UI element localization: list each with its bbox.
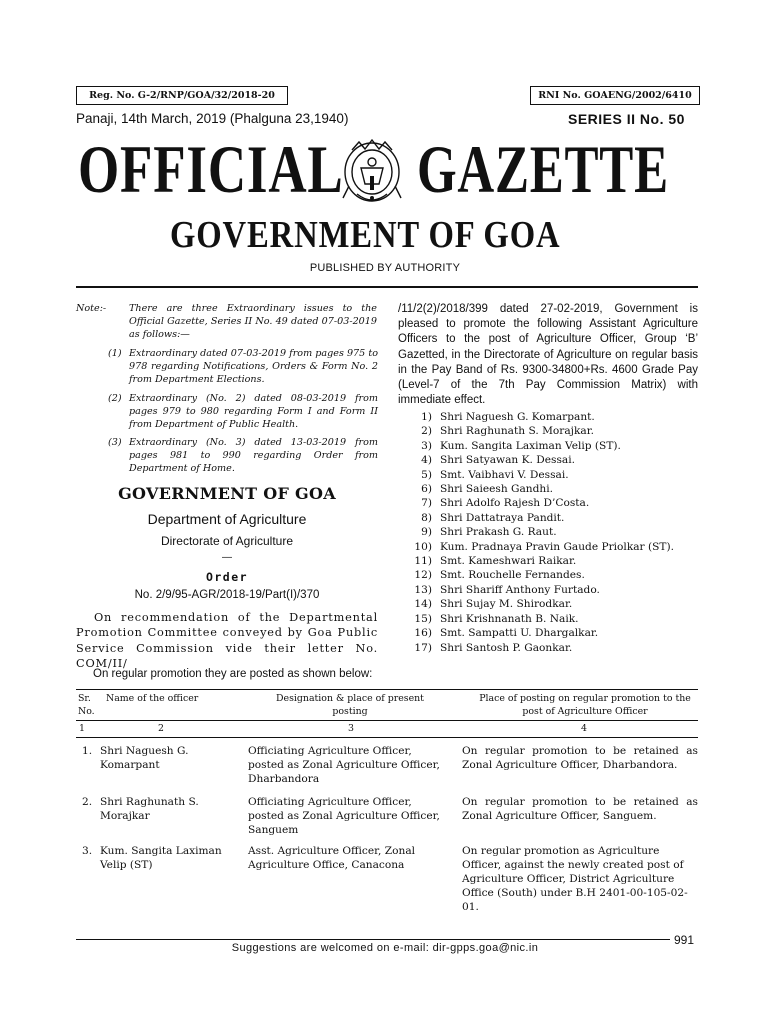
issue-date: Panaji, 14th March, 2019 (Phalguna 23,1940)	[76, 111, 349, 126]
header-promotion-posting: Place of posting on regular promotion to the post of Agriculture Officer	[479, 693, 691, 717]
cell-name: Shri Raghunath S. Morajkar	[100, 796, 199, 822]
list-item-name: Kum. Pradnaya Pravin Gaude Priolkar (ST).	[440, 540, 674, 553]
list-item-number: 5)	[421, 468, 432, 481]
note-item-number: (2)	[108, 393, 122, 404]
list-item-name: Smt. Kameshwari Raikar.	[440, 555, 577, 568]
list-item-number: 15)	[414, 612, 432, 625]
list-item-number: 2)	[421, 425, 432, 438]
note-item	[108, 347, 378, 386]
list-item-number: 13)	[414, 583, 432, 596]
list-item-name: Shri Raghunath S. Morajkar.	[440, 425, 594, 438]
registration-number-box: Reg. No. G-2/RNP/GOA/32/2018-20	[76, 86, 288, 105]
footer-rule	[76, 939, 670, 940]
note-item-number: (3)	[108, 437, 122, 448]
list-item-number: 1)	[421, 411, 432, 423]
list-item	[398, 439, 698, 453]
cell-sr: 3.	[82, 845, 93, 857]
list-item-name: Shri Sujay M. Shirodkar.	[440, 598, 573, 611]
cell-name: Kum. Sangita Laximan Velip (ST)	[100, 845, 222, 871]
list-item	[398, 453, 698, 467]
note-item	[108, 392, 378, 431]
list-item-name: Shri Shariff Anthony Furtado.	[440, 583, 600, 596]
list-item-number: 14)	[414, 598, 432, 611]
list-item	[398, 424, 698, 438]
list-item-number: 4)	[421, 454, 432, 467]
list-item	[398, 410, 698, 424]
note-item-text: Extraordinary (No. 2) dated 08-03-2019 from pages 979 to 980 regarding Form I and Form II from Department of Public Health.	[129, 393, 378, 430]
list-item-number: 10)	[414, 540, 432, 553]
page-number: 991	[674, 933, 695, 947]
list-item-number: 16)	[414, 627, 432, 640]
note-label: Note:-	[76, 303, 107, 314]
list-item-number: 6)	[421, 483, 432, 496]
list-item-name: Smt. Sampatti U. Dhargalkar.	[440, 627, 599, 640]
table-number-rule	[76, 737, 698, 738]
list-item	[398, 496, 698, 510]
note-item-text: Extraordinary (No. 3) dated 13-03-2019 from pages 981 to 990 regarding Order from Department of Home.	[129, 437, 378, 474]
list-item-number: 11)	[414, 555, 432, 568]
list-item	[398, 554, 698, 568]
list-item	[398, 511, 698, 525]
cell-name: Shri Naguesh G. Komarpant	[100, 745, 189, 771]
col-number: 3	[348, 723, 354, 734]
cell-present-posting: Asst. Agriculture Officer, Zonal Agriculture Office, Canacona	[248, 845, 416, 871]
list-item	[398, 626, 698, 640]
order-title: Order	[205, 570, 249, 584]
goa-emblem-icon	[339, 138, 405, 210]
footer-suggestions: Suggestions are welcomed on e-mail: dir-gpps.goa@nic.in	[231, 942, 539, 954]
cell-present-posting: Officiating Agriculture Officer, posted as Zonal Agriculture Officer, Dharbandora	[248, 745, 440, 785]
list-item-number: 7)	[421, 497, 432, 510]
list-item	[398, 540, 698, 554]
list-item	[398, 525, 698, 539]
list-item-name: Shri Prakash G. Raut.	[440, 526, 557, 539]
list-item-number: 9)	[421, 526, 432, 539]
header-present-posting: Designation & place of present posting	[276, 693, 424, 717]
list-item-name: Shri Adolfo Rajesh D’Costa.	[440, 497, 590, 510]
list-item	[398, 583, 698, 597]
note-intro: There are three Extraordinary issues to the Official Gazette, Series II No. 49 dated 07-03-2019 as follows:—	[129, 303, 377, 340]
list-item-number: 8)	[421, 511, 432, 524]
list-item-name: Shri Krishnanath B. Naik.	[440, 612, 579, 625]
order-paragraph-left: On recommendation of the Departmental Promotion Committee conveyed by Goa Public Service Commission vide their letter No. COM/II/	[76, 611, 378, 670]
header-rule	[76, 286, 698, 288]
list-item-name: Shri Satyawan K. Dessai.	[440, 454, 575, 467]
list-item	[398, 468, 698, 482]
list-item	[398, 612, 698, 626]
list-item-name: Shri Santosh P. Gaonkar.	[440, 641, 573, 654]
rni-number-box: RNI No. GOAENG/2002/6410	[530, 86, 700, 105]
cell-promotion-posting: On regular promotion as Agriculture Officer, against the newly created post of Agriculture Officer, District Agriculture Office (South) under B.H 2401-00-105-02-01.	[462, 845, 688, 913]
note-item-number: (1)	[108, 348, 122, 359]
list-item-number: 17)	[414, 641, 432, 654]
list-item-name: Shri Naguesh G. Komarpant.	[440, 411, 595, 423]
masthead-gazette: GAZETTE	[417, 131, 669, 207]
list-item	[398, 641, 698, 655]
table-header-rule	[76, 720, 698, 721]
list-item-name: Kum. Sangita Laximan Velip (ST).	[440, 439, 621, 452]
masthead-official: OFFICIAL	[78, 131, 344, 207]
cell-sr: 2.	[82, 796, 93, 808]
order-government-heading: GOVERNMENT OF GOA	[118, 484, 336, 503]
header-sr-no: Sr. No.	[78, 693, 95, 717]
order-separator: —	[222, 552, 232, 563]
header-officer-name: Name of the officer	[106, 693, 199, 704]
table-top-rule	[76, 689, 698, 690]
note-item	[108, 436, 378, 475]
officer-list	[398, 410, 698, 655]
order-department: Department of Agriculture	[147, 511, 307, 527]
list-item-name: Shri Saieesh Gandhi.	[440, 483, 553, 496]
note-item-text: Extraordinary dated 07-03-2019 from pages 975 to 978 regarding Notifications, Orders & Form No. 2 from Department Elections.	[129, 348, 378, 385]
series-number: SERIES II No. 50	[568, 111, 685, 127]
list-item-number: 12)	[414, 569, 432, 582]
masthead-government-of-goa: GOVERNMENT OF GOA	[170, 214, 561, 256]
order-paragraph-right: /11/2(2)/2018/399 dated 27-02-2019, Government is pleased to promote the following Assistant Agriculture Officers to the post of Agriculture Officer, Group ‘B’ Gazetted, in the Directorate of Agriculture on regular basis in the Pay Band of Rs. 9300-34800+Rs. 4600 Grade Pay (Level-7 of the 7th Pay Commission Matrix) with immediate effect.	[398, 303, 698, 407]
cell-sr: 1.	[82, 745, 93, 757]
list-item-name: Smt. Rouchelle Fernandes.	[440, 569, 585, 582]
list-item	[398, 568, 698, 582]
list-item	[398, 597, 698, 611]
cell-promotion-posting: On regular promotion to be retained as Zonal Agriculture Officer, Dharbandora.	[462, 745, 698, 771]
list-item	[398, 482, 698, 496]
col-number: 4	[581, 723, 587, 734]
col-number: 1	[79, 723, 85, 734]
list-item-name: Smt. Vaibhavi V. Dessai.	[440, 468, 569, 481]
list-item-number: 3)	[421, 439, 432, 452]
order-directorate: Directorate of Agriculture	[160, 534, 294, 548]
published-by-authority: PUBLISHED BY AUTHORITY	[309, 262, 461, 274]
cell-promotion-posting: On regular promotion to be retained as Zonal Agriculture Officer, Sanguem.	[462, 796, 698, 822]
order-number: No. 2/9/95-AGR/2018-19/Part(I)/370	[134, 589, 320, 601]
list-item-name: Shri Dattatraya Pandit.	[440, 511, 565, 524]
posting-intro: On regular promotion they are posted as shown below:	[93, 668, 373, 680]
col-number: 2	[158, 723, 164, 734]
cell-present-posting: Officiating Agriculture Officer, posted as Zonal Agriculture Officer, Sanguem	[248, 796, 440, 836]
